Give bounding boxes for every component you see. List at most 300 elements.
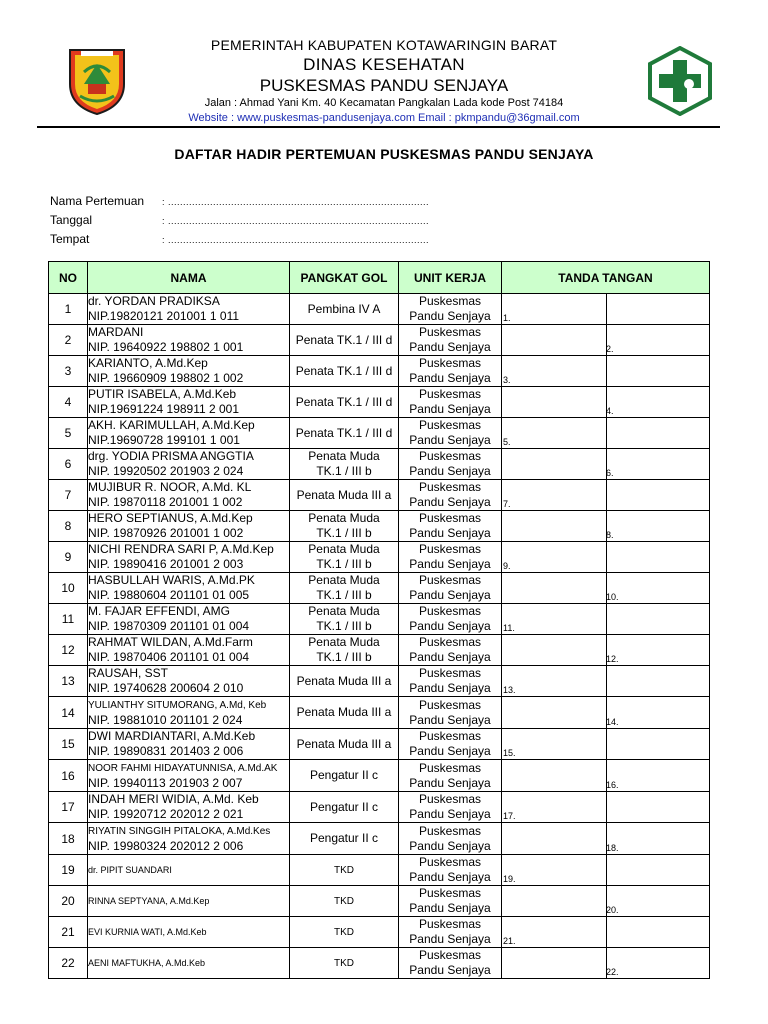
name-cell <box>88 387 290 418</box>
meeting-name-field[interactable] <box>50 194 429 208</box>
rank-cell <box>290 792 399 823</box>
unit-cell <box>399 886 502 917</box>
row-number: 2 <box>49 325 88 356</box>
row-number: 21 <box>49 917 88 948</box>
row-number: 18 <box>49 823 88 855</box>
row-number: 6 <box>49 449 88 480</box>
rank-line-2: TK.1 / III b <box>316 464 372 478</box>
department-name: DINAS KESEHATAN <box>303 55 465 74</box>
signature-cell[interactable] <box>502 542 710 573</box>
unit-cell <box>399 387 502 418</box>
unit-line-2: Pandu Senjaya <box>409 433 491 447</box>
column-header-no: NO <box>49 262 88 294</box>
unit-cell <box>399 511 502 542</box>
unit-line-2: Pandu Senjaya <box>409 838 491 853</box>
date-field[interactable] <box>50 213 429 227</box>
unit-line-2: Pandu Senjaya <box>409 402 491 416</box>
rank-line-2: TK.1 / III b <box>316 526 372 540</box>
field-label: Tempat <box>50 232 90 246</box>
rank-line-1: TKD <box>334 864 354 876</box>
signature-number: 1. <box>503 313 511 323</box>
rank-cell <box>290 418 399 449</box>
row-number: 14 <box>49 697 88 729</box>
attendee-nip: NIP. 19881010 201101 2 024 <box>88 713 243 727</box>
rank-line-1: Penata Muda III a <box>296 705 392 719</box>
rank-cell <box>290 511 399 542</box>
signature-number: 19. <box>503 874 516 884</box>
name-cell <box>88 573 290 604</box>
rank-line-1: TKD <box>334 895 354 907</box>
row-number: 11 <box>49 604 88 635</box>
document-title: DAFTAR HADIR PERTEMUAN PUSKESMAS PANDU SENJAYA <box>174 146 594 162</box>
column-header-unit: UNIT KERJA <box>399 262 502 294</box>
field-label: Nama Pertemuan <box>50 194 145 208</box>
attendee-name: PUTIR ISABELA, A.Md.Keb <box>88 387 237 401</box>
attendee-name: AKH. KARIMULLAH, A.Md.Kep <box>88 418 255 432</box>
rank-line-1: TKD <box>334 926 354 938</box>
attendee-name: EVI KURNIA WATI, A.Md.Keb <box>88 926 207 937</box>
rank-line-2: TK.1 / III b <box>316 588 372 602</box>
row-number: 20 <box>49 886 88 917</box>
rank-cell <box>290 729 399 760</box>
name-cell <box>88 418 290 449</box>
unit-line-1: Puskesmas <box>418 855 482 869</box>
unit-line-2: Pandu Senjaya <box>409 495 491 509</box>
name-cell <box>88 729 290 760</box>
attendee-name: MUJIBUR R. NOOR, A.Md. KL <box>88 480 252 494</box>
unit-line-1: Puskesmas <box>418 356 482 370</box>
attendee-nip: NIP.19820121 201001 1 011 <box>88 309 240 323</box>
rank-cell <box>290 604 399 635</box>
unit-cell <box>399 604 502 635</box>
row-number: 12 <box>49 635 88 666</box>
signature-number: 2. <box>606 344 614 354</box>
table-row <box>49 729 710 760</box>
rank-cell <box>290 356 399 387</box>
attendee-nip: NIP. 19870309 201101 01 004 <box>88 619 250 633</box>
name-cell <box>88 666 290 697</box>
unit-cell <box>399 697 502 729</box>
unit-line-2: Pandu Senjaya <box>409 526 491 540</box>
unit-line-1: Puskesmas <box>418 387 482 401</box>
unit-line-2: Pandu Senjaya <box>409 807 491 821</box>
unit-line-1: Puskesmas <box>418 325 482 339</box>
rank-line-1: Penata TK.1 / III d <box>295 394 393 409</box>
attendee-nip: NIP. 19660909 198802 1 002 <box>88 371 244 385</box>
unit-cell <box>399 760 502 792</box>
signature-number: 21. <box>503 936 516 946</box>
rank-line-2: TK.1 / III b <box>316 557 372 571</box>
signature-number: 22. <box>606 967 619 977</box>
field-value: : ....................................................................................... <box>162 216 430 226</box>
rank-cell <box>290 760 399 792</box>
table-row <box>49 886 710 917</box>
signature-divider <box>606 542 607 572</box>
signature-cell[interactable] <box>502 418 710 449</box>
signature-number: 4. <box>606 406 614 416</box>
name-cell <box>88 760 290 792</box>
signature-cell[interactable] <box>502 356 710 387</box>
signature-cell[interactable] <box>502 449 710 480</box>
table-row <box>49 666 710 697</box>
attendee-name: RINNA SEPTYANA, A.Md.Kep <box>88 895 210 906</box>
facility-name: PUSKESMAS PANDU SENJAYA <box>259 76 509 95</box>
attendee-name: NICHI RENDRA SARI P, A.Md.Kep <box>88 542 274 556</box>
rank-cell <box>290 387 399 418</box>
signature-cell[interactable] <box>502 573 710 604</box>
attendee-name: HASBULLAH WARIS, A.Md.PK <box>88 573 255 587</box>
unit-cell <box>399 573 502 604</box>
signature-number: 16. <box>606 780 619 790</box>
signature-number: 17. <box>503 811 516 821</box>
name-cell <box>88 635 290 666</box>
rank-cell <box>290 542 399 573</box>
signature-divider <box>606 356 607 386</box>
signature-divider <box>606 480 607 510</box>
name-cell <box>88 697 290 729</box>
unit-line-1: Puskesmas <box>418 729 482 743</box>
signature-cell[interactable] <box>502 823 710 855</box>
signature-cell[interactable] <box>502 294 710 325</box>
attendee-nip: NIP. 19920502 201903 2 024 <box>88 464 244 478</box>
unit-line-1: Puskesmas <box>418 542 482 556</box>
attendee-nip: NIP. 19880604 201101 01 005 <box>88 588 250 602</box>
attendee-name: M. FAJAR EFFENDI, AMG <box>88 604 231 618</box>
signature-cell[interactable] <box>502 729 710 760</box>
unit-line-1: Puskesmas <box>418 449 482 463</box>
rank-line-1: Pengatur II c <box>309 768 379 782</box>
attendee-nip: NIP. 19980324 202012 2 006 <box>88 839 244 853</box>
attendee-name: RAUSAH, SST <box>88 666 169 680</box>
unit-cell <box>399 542 502 573</box>
signature-number: 3. <box>503 375 511 385</box>
signature-cell[interactable] <box>502 760 710 792</box>
unit-cell <box>399 917 502 948</box>
signature-divider <box>606 855 607 885</box>
signature-number: 14. <box>606 717 619 727</box>
rank-line-1: Pembina IV A <box>307 301 381 316</box>
table-row <box>49 697 710 729</box>
unit-line-2: Pandu Senjaya <box>409 712 491 727</box>
rank-cell <box>290 855 399 886</box>
signature-number: 9. <box>503 561 511 571</box>
table-row <box>49 511 710 542</box>
signature-cell[interactable] <box>502 917 710 948</box>
unit-line-2: Pandu Senjaya <box>409 775 491 790</box>
attendee-name: RAHMAT WILDAN, A.Md.Farm <box>88 635 253 649</box>
unit-cell <box>399 666 502 697</box>
rank-line-1: Penata Muda III a <box>296 736 392 751</box>
table-row <box>49 604 710 635</box>
attendee-name: INDAH MERI WIDIA, A.Md. Keb <box>88 792 259 806</box>
rank-cell <box>290 449 399 480</box>
table-row <box>49 823 710 855</box>
row-number: 4 <box>49 387 88 418</box>
rank-cell <box>290 294 399 325</box>
rank-line-1: Penata TK.1 / III d <box>295 363 393 378</box>
row-number: 13 <box>49 666 88 697</box>
signature-cell[interactable] <box>502 480 710 511</box>
field-value: : ....................................................................................... <box>162 197 430 207</box>
attendee-name: NOOR FAHMI HIDAYATUNNISA, A.Md.AK <box>88 763 278 774</box>
rank-line-2: TK.1 / III b <box>316 619 372 633</box>
row-number: 9 <box>49 542 88 573</box>
attendee-name: dr. PIPIT SUANDARI <box>88 864 172 875</box>
rank-line-1: Penata Muda <box>308 604 380 618</box>
unit-cell <box>399 635 502 666</box>
signature-cell[interactable] <box>502 635 710 666</box>
signature-divider <box>606 666 607 696</box>
table-row <box>49 635 710 666</box>
unit-line-1: Puskesmas <box>418 760 482 775</box>
row-number: 10 <box>49 573 88 604</box>
unit-cell <box>399 418 502 449</box>
unit-cell <box>399 449 502 480</box>
unit-cell <box>399 948 502 979</box>
signature-cell[interactable] <box>502 697 710 729</box>
unit-cell <box>399 325 502 356</box>
rank-line-1: Penata TK.1 / III d <box>295 425 393 440</box>
attendee-nip: NIP. 19740628 200604 2 010 <box>88 681 244 695</box>
signature-number: 13. <box>503 685 516 695</box>
attendee-nip: NIP. 19870118 201001 1 002 <box>88 495 243 509</box>
name-cell <box>88 294 290 325</box>
unit-line-2: Pandu Senjaya <box>409 744 491 758</box>
signature-cell[interactable] <box>502 666 710 697</box>
unit-line-1: Puskesmas <box>418 886 482 900</box>
unit-line-2: Pandu Senjaya <box>409 681 491 695</box>
column-header-rank: PANGKAT GOL <box>290 262 399 294</box>
unit-line-2: Pandu Senjaya <box>409 963 491 977</box>
unit-line-2: Pandu Senjaya <box>409 309 491 323</box>
letterhead <box>0 0 768 132</box>
unit-cell <box>399 823 502 855</box>
rank-cell <box>290 697 399 729</box>
name-cell <box>88 604 290 635</box>
table-header-row <box>49 262 710 294</box>
unit-line-1: Puskesmas <box>418 418 482 432</box>
rank-line-1: TKD <box>334 957 354 969</box>
unit-line-1: Puskesmas <box>418 792 482 806</box>
signature-cell[interactable] <box>502 325 710 356</box>
name-cell <box>88 855 290 886</box>
table-row <box>49 356 710 387</box>
signature-cell[interactable] <box>502 387 710 418</box>
attendee-name: MARDANI <box>88 325 144 339</box>
address: Jalan : Ahmad Yani Km. 40 Kecamatan Pangkalan Lada kode Post 74184 <box>204 97 564 109</box>
rank-cell <box>290 917 399 948</box>
rank-cell <box>290 635 399 666</box>
unit-line-1: Puskesmas <box>418 294 482 308</box>
name-cell <box>88 948 290 979</box>
rank-cell <box>290 823 399 855</box>
table-row <box>49 760 710 792</box>
signature-cell[interactable] <box>502 511 710 542</box>
name-cell <box>88 325 290 356</box>
rank-line-1: Penata Muda <box>308 511 380 525</box>
row-number: 3 <box>49 356 88 387</box>
rank-cell <box>290 948 399 979</box>
attendee-name: DWI MARDIANTARI, A.Md.Keb <box>88 729 256 743</box>
table-row <box>49 792 710 823</box>
attendee-nip: NIP. 19640922 198802 1 001 <box>88 340 244 354</box>
signature-cell[interactable] <box>502 948 710 979</box>
unit-line-1: Puskesmas <box>418 917 482 931</box>
signature-divider <box>606 792 607 822</box>
rank-line-1: Pengatur II c <box>309 799 379 814</box>
row-number: 1 <box>49 294 88 325</box>
signature-number: 5. <box>503 437 511 447</box>
row-number: 19 <box>49 855 88 886</box>
unit-line-2: Pandu Senjaya <box>409 870 491 884</box>
column-header-name: NAMA <box>88 262 290 294</box>
government-name: PEMERINTAH KABUPATEN KOTAWARINGIN BARAT <box>210 37 558 53</box>
rank-line-1: Penata Muda <box>308 573 380 587</box>
table-row <box>49 480 710 511</box>
attendee-name: drg. YODIA PRISMA ANGGTIA <box>88 449 254 463</box>
signature-cell[interactable] <box>502 886 710 917</box>
name-cell <box>88 886 290 917</box>
row-number: 22 <box>49 948 88 979</box>
attendee-nip: NIP. 19940113 201903 2 007 <box>88 776 243 790</box>
attendee-nip: NIP. 19890831 201403 2 006 <box>88 744 244 758</box>
row-number: 8 <box>49 511 88 542</box>
attendee-name: HERO SEPTIANUS, A.Md.Kep <box>88 511 253 525</box>
signature-divider <box>606 729 607 759</box>
table-row <box>49 855 710 886</box>
rank-cell <box>290 666 399 697</box>
rank-cell <box>290 325 399 356</box>
name-cell <box>88 449 290 480</box>
row-number: 7 <box>49 480 88 511</box>
name-cell <box>88 823 290 855</box>
row-number: 5 <box>49 418 88 449</box>
attendee-nip: NIP. 19870926 201001 1 002 <box>88 526 244 540</box>
signature-divider <box>606 294 607 324</box>
puskesmas-logo-icon <box>646 46 714 116</box>
signature-divider <box>606 418 607 448</box>
unit-cell <box>399 729 502 760</box>
unit-line-2: Pandu Senjaya <box>409 371 491 385</box>
unit-line-2: Pandu Senjaya <box>409 588 491 602</box>
signature-number: 12. <box>606 654 619 664</box>
name-cell <box>88 792 290 823</box>
signature-number: 6. <box>606 468 614 478</box>
rank-line-1: Penata TK.1 / III d <box>295 332 393 347</box>
unit-line-1: Puskesmas <box>418 666 482 680</box>
name-cell <box>88 356 290 387</box>
unit-cell <box>399 294 502 325</box>
rank-line-1: Penata Muda III a <box>296 487 392 502</box>
unit-line-2: Pandu Senjaya <box>409 619 491 633</box>
attendee-nip: NIP.19690728 199101 1 001 <box>88 433 240 447</box>
attendee-nip: NIP. 19890416 201001 2 003 <box>88 557 244 571</box>
attendance-table <box>48 261 710 979</box>
header-divider <box>37 126 720 128</box>
signature-number: 10. <box>606 592 619 602</box>
signature-number: 15. <box>503 748 516 758</box>
rank-line-1: Penata Muda <box>308 449 380 463</box>
table-row <box>49 449 710 480</box>
signature-cell[interactable] <box>502 855 710 886</box>
name-cell <box>88 480 290 511</box>
unit-line-2: Pandu Senjaya <box>409 464 491 478</box>
unit-line-1: Puskesmas <box>418 697 482 712</box>
unit-line-2: Pandu Senjaya <box>409 932 491 946</box>
rank-line-1: Pengatur II c <box>309 831 379 845</box>
place-field[interactable] <box>50 232 429 246</box>
attendee-name: YULIANTHY SITUMORANG, A.Md, Keb <box>88 700 267 711</box>
unit-line-2: Pandu Senjaya <box>409 901 491 915</box>
attendee-nip: NIP.19691224 198911 2 001 <box>88 402 240 416</box>
table-row <box>49 542 710 573</box>
table-row <box>49 294 710 325</box>
unit-line-1: Puskesmas <box>418 511 482 525</box>
row-number: 17 <box>49 792 88 823</box>
attendee-name: KARIANTO, A.Md.Kep <box>88 356 208 370</box>
signature-number: 11. <box>503 623 515 633</box>
unit-line-1: Puskesmas <box>418 635 482 649</box>
attendee-nip: NIP. 19870406 201101 01 004 <box>88 650 250 664</box>
contact-info[interactable]: Website : www.puskesmas-pandusenjaya.com Email : pkmpandu@36gmail.com <box>188 112 580 124</box>
rank-line-1: Penata Muda <box>308 635 380 649</box>
signature-number: 20. <box>606 905 619 915</box>
attendee-name: RIYATIN SINGGIH PITALOKA, A.Md.Kes <box>88 826 271 837</box>
unit-cell <box>399 356 502 387</box>
table-row <box>49 325 710 356</box>
signature-divider <box>606 604 607 634</box>
rank-line-2: TK.1 / III b <box>316 650 372 664</box>
signature-cell[interactable] <box>502 604 710 635</box>
signature-cell[interactable] <box>502 792 710 823</box>
table-row <box>49 573 710 604</box>
signature-number: 18. <box>606 843 619 853</box>
signature-number: 8. <box>606 530 614 540</box>
unit-line-1: Puskesmas <box>418 604 482 618</box>
signature-divider <box>606 917 607 947</box>
table-row <box>49 418 710 449</box>
unit-line-2: Pandu Senjaya <box>409 650 491 664</box>
table-row <box>49 948 710 979</box>
signature-number: 7. <box>503 499 511 509</box>
table-row <box>49 917 710 948</box>
rank-line-1: Penata Muda III a <box>296 673 392 688</box>
column-header-signature: TANDA TANGAN <box>502 262 710 294</box>
rank-line-1: Penata Muda <box>308 542 380 556</box>
field-value: : ....................................................................................... <box>162 235 430 245</box>
unit-line-2: Pandu Senjaya <box>409 557 491 571</box>
rank-cell <box>290 573 399 604</box>
field-label: Tanggal <box>50 213 93 227</box>
row-number: 15 <box>49 729 88 760</box>
rank-cell <box>290 480 399 511</box>
name-cell <box>88 542 290 573</box>
row-number: 16 <box>49 760 88 792</box>
attendee-name: dr. YORDAN PRADIKSA <box>88 294 220 308</box>
name-cell <box>88 511 290 542</box>
rank-cell <box>290 886 399 917</box>
unit-line-1: Puskesmas <box>418 823 482 838</box>
unit-line-1: Puskesmas <box>418 573 482 587</box>
unit-cell <box>399 792 502 823</box>
table-row <box>49 387 710 418</box>
unit-line-2: Pandu Senjaya <box>409 340 491 354</box>
unit-cell <box>399 480 502 511</box>
unit-line-1: Puskesmas <box>418 948 482 962</box>
unit-line-1: Puskesmas <box>418 480 482 494</box>
name-cell <box>88 917 290 948</box>
unit-cell <box>399 855 502 886</box>
